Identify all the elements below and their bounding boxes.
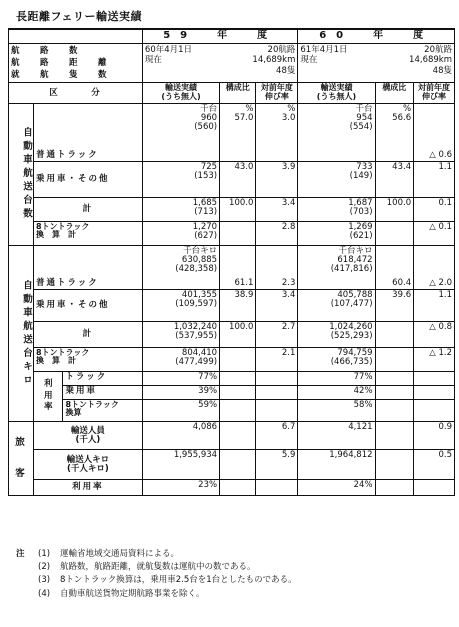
passenger-row-label: 利用率	[33, 480, 142, 496]
km-8t-59-share	[220, 348, 256, 372]
pct-unit-59: %	[245, 104, 254, 115]
units-8t-60-value: 1,269 (621)	[298, 222, 375, 246]
pct-unit-60: %	[403, 104, 412, 115]
usage-item-label: 8トントラック 換算	[63, 400, 142, 422]
units-total-60-value: 1,687 (703)	[298, 198, 375, 222]
km-truck-59-share: 61.1	[220, 246, 256, 290]
passenger-km-60-growth: 0.5	[414, 450, 455, 480]
units-truck-60-value: 954 (554)	[349, 112, 373, 132]
meta-59-routes: 20航路	[267, 44, 296, 55]
meta-60-ships: 48隻	[432, 65, 452, 76]
meta-60-now: 現在	[300, 55, 318, 66]
share-header-60: 構成比	[375, 83, 414, 104]
units-car-59-value: 725 (153)	[142, 162, 219, 198]
km-car-59-share: 38.9	[220, 290, 256, 322]
note-number: (3)	[38, 575, 51, 586]
passenger-people-60-growth: 0.9	[414, 422, 455, 450]
note-text: 8トントラック換算は，乗用車2.5台を1台としたものである。	[60, 575, 297, 586]
passenger-km-59: 1,955,934	[142, 450, 219, 480]
km-truck-60-value: 618,472 (417,816)	[330, 254, 373, 274]
units-truck-60-growth: △ 0.6	[414, 104, 455, 162]
km-truck-60-growth: △ 2.0	[414, 246, 455, 290]
units-total-60-share: 100.0	[375, 198, 414, 222]
meta-label-distance: 航 路 距 離	[11, 57, 113, 68]
passenger-people-60: 4,121	[298, 422, 375, 450]
units-total-59-value: 1,685 (713)	[142, 198, 219, 222]
km-truck-59-value: 630,885 (428,358)	[175, 254, 218, 274]
km-truck-60-share: 60.4	[375, 246, 414, 290]
note-text: 運輸省地域交通局資料による。	[60, 549, 180, 559]
km-8t-59-growth: 2.1	[256, 348, 298, 372]
km-row-label: 計	[33, 322, 142, 348]
units-8t-59-value: 1,270 (627)	[142, 222, 219, 246]
km-car-60-value: 405,788 (107,477)	[298, 290, 375, 322]
units-total-59-growth: 3.4	[256, 198, 298, 222]
km-car-60-growth: 1.1	[414, 290, 455, 322]
km-8t-60-value: 794,759 (466,735)	[298, 348, 375, 372]
km-total-59-growth: 2.7	[256, 322, 298, 348]
units-car-59-share: 43.0	[220, 162, 256, 198]
units-truck-59-share: 57.0	[234, 112, 254, 123]
note-number: (4)	[38, 588, 51, 599]
units-car-60-value: 733 (149)	[298, 162, 375, 198]
units-truck-60-share: 56.6	[392, 112, 412, 123]
passenger-row-label: 輸送人キロ (千人キロ)	[33, 450, 142, 480]
usage-8t-59: 59%	[142, 400, 219, 422]
km-total-59-share: 100.0	[220, 322, 256, 348]
km-8t-59-value: 804,410 (477,499)	[142, 348, 219, 372]
km-total-60-share	[375, 322, 414, 348]
units-8t-59-growth: 2.8	[256, 222, 298, 246]
passenger-label-top: 旅	[15, 437, 27, 449]
usage-label: 利 用 率	[33, 372, 63, 422]
usage-car-59: 39%	[142, 386, 219, 400]
meta-label-routes: 航 路 数	[11, 45, 84, 56]
km-total-59-value: 1,032,240 (537,955)	[142, 322, 219, 348]
units-unit-59: 千台	[200, 104, 218, 115]
units-8t-60-growth: △ 0.1	[414, 222, 455, 246]
meta-59	[142, 43, 297, 83]
meta-60	[298, 43, 455, 83]
usage-8t-60: 58%	[298, 400, 375, 422]
km-total-60-value: 1,024,260 (525,293)	[298, 322, 375, 348]
passenger-people-59: 4,086	[142, 422, 219, 450]
page-title: 長距離フェリー輸送実績	[16, 10, 142, 23]
notes	[16, 548, 297, 601]
note-text: 航路数，航路距離，就航隻数は運航中の数である。	[60, 562, 256, 573]
meta-labels	[9, 43, 143, 83]
usage-item-label: 乗用車	[63, 386, 142, 400]
year-60-header: 60 年 度	[298, 29, 455, 43]
km-truck-59-growth: 2.3	[256, 246, 298, 290]
passenger-km-60: 1,964,812	[298, 450, 375, 480]
passenger-row-label: 輸送人員 (千人)	[33, 422, 142, 450]
km-8t-60-share	[375, 348, 414, 372]
units-truck-59	[142, 104, 219, 162]
units-8t-59-share	[220, 222, 256, 246]
passenger-label-bottom: 客	[15, 467, 27, 479]
usage-truck-60: 77%	[298, 372, 375, 386]
km-car-60-share: 39.6	[375, 290, 414, 322]
meta-label-ships: 就 航 隻 数	[11, 70, 113, 81]
units-car-60-growth: 1.1	[414, 162, 455, 198]
units-8t-60-share	[375, 222, 414, 246]
units-total-60-growth: 0.1	[414, 198, 455, 222]
passenger-section-label	[9, 422, 34, 496]
units-unit-60: 千台	[355, 104, 373, 115]
units-total-59-share: 100.0	[220, 198, 256, 222]
passenger-usage-59-growth	[256, 480, 298, 496]
km-car-59-growth: 3.4	[256, 290, 298, 322]
pct-unit-59b: %	[287, 104, 296, 115]
km-row-label: 普通トラック	[33, 246, 142, 290]
usage-car-60: 42%	[298, 386, 375, 400]
units-car-59-growth: 3.9	[256, 162, 298, 198]
ferry-results-table	[8, 28, 455, 496]
units-truck-59-value: 960 (560)	[194, 112, 218, 132]
units-section-label: 自動車航送台数	[9, 104, 34, 246]
units-row-label: 乗用車・その他	[33, 162, 142, 198]
notes-head: 注	[16, 549, 25, 559]
passenger-usage-60-growth	[414, 480, 455, 496]
units-row-label: 8トントラック 換 算 計	[33, 222, 142, 246]
passenger-usage-59: 23%	[142, 480, 219, 496]
units-row-label: 計	[33, 198, 142, 222]
header-blank	[9, 29, 143, 43]
meta-59-ships: 48隻	[276, 65, 296, 76]
note-number: (2)	[38, 562, 51, 573]
units-car-60-share: 43.4	[375, 162, 414, 198]
year-59-header: 59 年 度	[142, 29, 297, 43]
results-header-59: 輸送実績 (うち無人)	[142, 83, 219, 104]
meta-59-distance: 14,689km	[252, 55, 296, 66]
km-unit-59: 千台キロ	[183, 246, 218, 257]
km-section-label: 自動車航送台キロ	[9, 246, 34, 422]
units-truck-59-growth: 3.0	[281, 112, 296, 123]
meta-60-routes: 20航路	[424, 44, 452, 55]
usage-truck-59: 77%	[142, 372, 219, 386]
km-row-label: 8トントラック 換 算 計	[33, 348, 142, 372]
results-header-60: 輸送実績 (うち無人)	[298, 83, 375, 104]
growth-header-60: 対前年度 伸び率	[414, 83, 455, 104]
meta-59-date: 60年4月1日	[144, 44, 193, 55]
usage-item-label: トラック	[63, 372, 142, 386]
note-number: (1)	[38, 549, 51, 559]
share-header-59: 構成比	[220, 83, 256, 104]
passenger-usage-60: 24%	[298, 480, 375, 496]
km-8t-60-growth: △ 1.2	[414, 348, 455, 372]
note-text: 自動車航送貨物定期航路事業を除く。	[60, 588, 205, 599]
units-row-label: 普通トラック	[33, 104, 142, 162]
meta-59-now: 現在	[144, 55, 162, 66]
meta-60-distance: 14,689km	[409, 55, 452, 66]
km-car-59-value: 401,355 (109,597)	[142, 290, 219, 322]
passenger-km-59-growth: 5.9	[256, 450, 298, 480]
passenger-people-59-growth: 6.7	[256, 422, 298, 450]
growth-header-59: 対前年度 伸び率	[256, 83, 298, 104]
category-header: 区 分	[9, 83, 143, 104]
km-total-60-growth: △ 0.8	[414, 322, 455, 348]
meta-60-date: 61年4月1日	[300, 44, 348, 55]
km-unit-60: 千台キロ	[338, 246, 373, 257]
km-row-label: 乗用車・その他	[33, 290, 142, 322]
